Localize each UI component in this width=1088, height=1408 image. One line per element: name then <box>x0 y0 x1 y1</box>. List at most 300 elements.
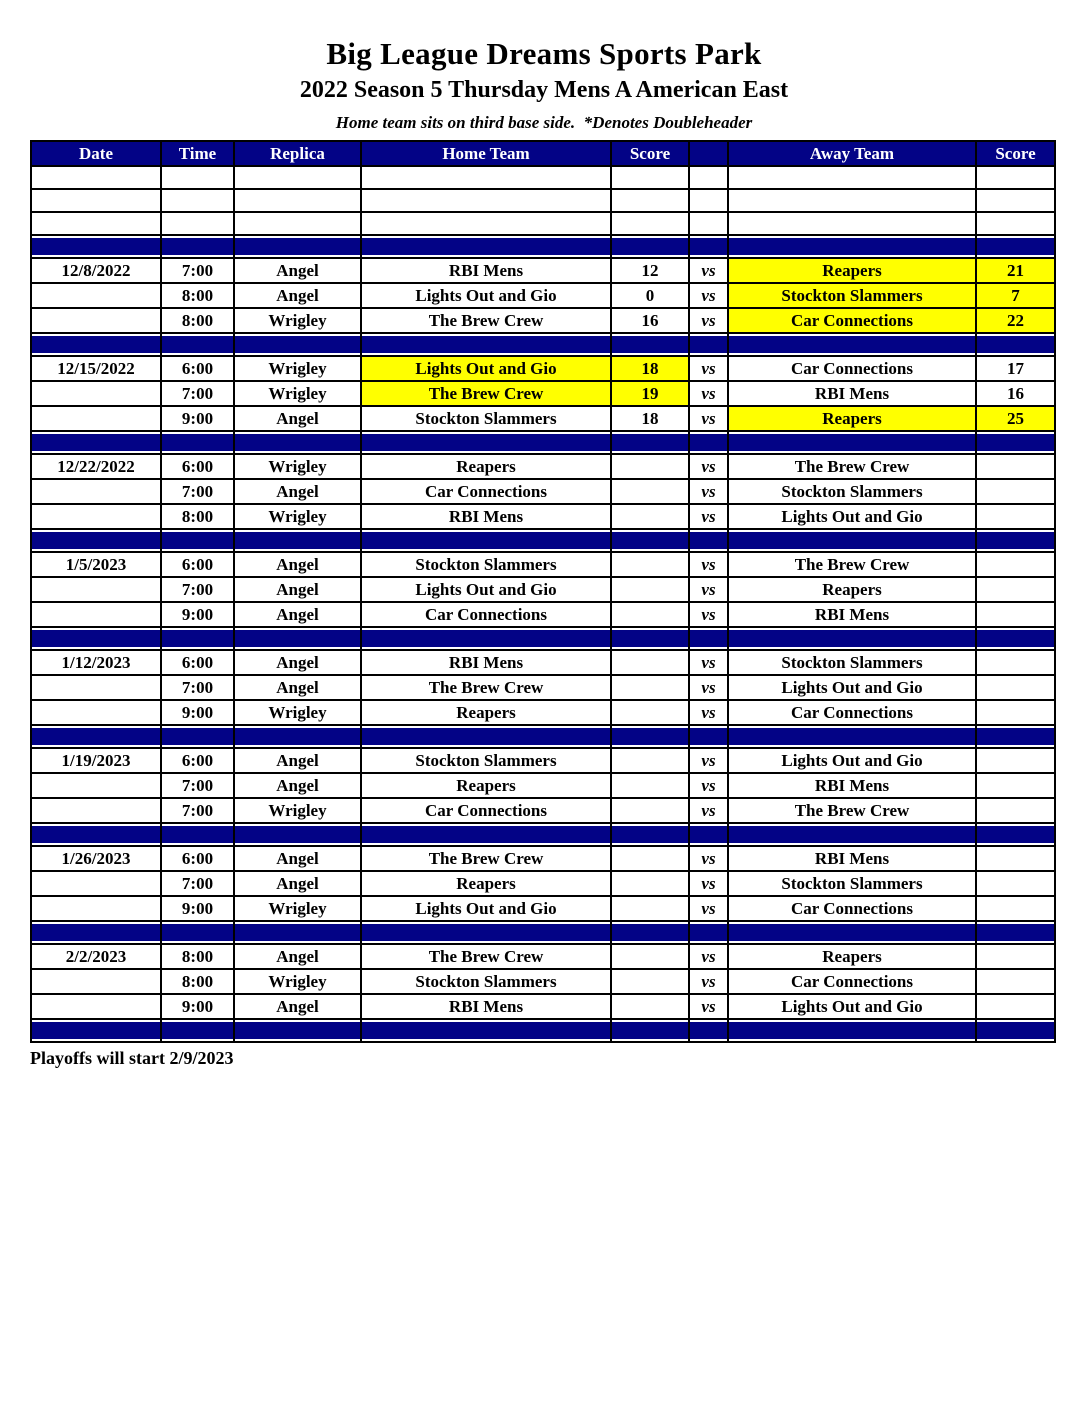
home-team-cell: RBI Mens <box>361 650 611 675</box>
home-team-cell: Lights Out and Gio <box>361 283 611 308</box>
game-row <box>31 700 1055 725</box>
home-score-cell <box>611 602 689 627</box>
home-team-cell: RBI Mens <box>361 504 611 529</box>
away-score-cell <box>976 748 1055 773</box>
replica-cell: Angel <box>234 406 361 431</box>
replica-cell: Angel <box>234 602 361 627</box>
away-score-cell <box>976 846 1055 871</box>
home-score-cell: 12 <box>611 258 689 283</box>
away-score-cell: 7 <box>976 283 1055 308</box>
home-team-cell: RBI Mens <box>361 994 611 1019</box>
away-team-cell: Car Connections <box>728 308 976 333</box>
time-cell: 7:00 <box>161 258 234 283</box>
separator-cell <box>611 627 689 650</box>
separator-cell <box>728 431 976 454</box>
vs-cell: vs <box>689 748 728 773</box>
separator-cell <box>234 823 361 846</box>
vs-cell: vs <box>689 602 728 627</box>
empty-row <box>31 166 1055 189</box>
page-subtitle: 2022 Season 5 Thursday Mens A American East <box>299 77 789 103</box>
away-score-cell <box>976 454 1055 479</box>
separator-cell <box>361 627 611 650</box>
empty-cell <box>728 189 976 212</box>
separator-cell <box>361 823 611 846</box>
vs-cell: vs <box>689 504 728 529</box>
home-score-cell <box>611 773 689 798</box>
replica-cell: Angel <box>234 283 361 308</box>
game-row <box>31 994 1055 1019</box>
away-score-cell <box>976 773 1055 798</box>
home-team-cell: Stockton Slammers <box>361 406 611 431</box>
separator-row <box>31 431 1055 454</box>
date-cell <box>31 871 161 896</box>
vs-cell: vs <box>689 896 728 921</box>
away-team-cell: The Brew Crew <box>728 454 976 479</box>
separator-cell <box>234 235 361 258</box>
away-score-cell <box>976 896 1055 921</box>
date-cell: 12/22/2022 <box>31 454 161 479</box>
game-row <box>31 650 1055 675</box>
column-header: Away Team <box>728 141 976 166</box>
away-score-cell: 17 <box>976 356 1055 381</box>
empty-cell <box>689 166 728 189</box>
away-score-cell <box>976 798 1055 823</box>
away-team-cell: Stockton Slammers <box>728 871 976 896</box>
time-cell: 7:00 <box>161 381 234 406</box>
vs-cell: vs <box>689 700 728 725</box>
time-cell: 6:00 <box>161 454 234 479</box>
vs-cell: vs <box>689 454 728 479</box>
separator-cell <box>31 529 161 552</box>
vs-cell: vs <box>689 356 728 381</box>
vs-cell: vs <box>689 308 728 333</box>
home-score-cell <box>611 846 689 871</box>
away-team-cell: Stockton Slammers <box>728 479 976 504</box>
date-cell <box>31 577 161 602</box>
home-team-cell: RBI Mens <box>361 258 611 283</box>
separator-cell <box>976 333 1055 356</box>
separator-cell <box>976 725 1055 748</box>
empty-cell <box>234 189 361 212</box>
separator-cell <box>611 823 689 846</box>
separator-cell <box>689 921 728 944</box>
away-score-cell <box>976 944 1055 969</box>
away-team-cell: RBI Mens <box>728 846 976 871</box>
separator-cell <box>31 823 161 846</box>
separator-cell <box>234 921 361 944</box>
vs-cell: vs <box>689 969 728 994</box>
separator-cell <box>976 823 1055 846</box>
date-cell <box>31 969 161 994</box>
vs-cell: vs <box>689 994 728 1019</box>
empty-cell <box>161 212 234 235</box>
vs-cell: vs <box>689 577 728 602</box>
separator-cell <box>728 823 976 846</box>
separator-cell <box>976 235 1055 258</box>
time-cell: 7:00 <box>161 871 234 896</box>
vs-cell: vs <box>689 798 728 823</box>
column-header: Time <box>161 141 234 166</box>
replica-cell: Wrigley <box>234 896 361 921</box>
separator-cell <box>161 1019 234 1042</box>
vs-cell: vs <box>689 650 728 675</box>
game-row <box>31 798 1055 823</box>
time-cell: 8:00 <box>161 944 234 969</box>
empty-cell <box>728 212 976 235</box>
separator-cell <box>31 627 161 650</box>
separator-cell <box>161 333 234 356</box>
table-body <box>31 166 1055 1042</box>
time-cell: 9:00 <box>161 406 234 431</box>
separator-cell <box>161 921 234 944</box>
home-score-cell <box>611 700 689 725</box>
separator-cell <box>611 921 689 944</box>
replica-cell: Angel <box>234 479 361 504</box>
separator-cell <box>976 627 1055 650</box>
time-cell: 7:00 <box>161 798 234 823</box>
home-score-cell <box>611 798 689 823</box>
away-team-cell: Stockton Slammers <box>728 650 976 675</box>
home-score-cell <box>611 479 689 504</box>
replica-cell: Wrigley <box>234 798 361 823</box>
time-cell: 9:00 <box>161 602 234 627</box>
separator-cell <box>976 431 1055 454</box>
away-team-cell: Lights Out and Gio <box>728 994 976 1019</box>
date-cell: 1/12/2023 <box>31 650 161 675</box>
time-cell: 8:00 <box>161 283 234 308</box>
home-team-cell: The Brew Crew <box>361 944 611 969</box>
empty-cell <box>728 166 976 189</box>
away-team-cell: Reapers <box>728 258 976 283</box>
away-score-cell <box>976 675 1055 700</box>
separator-row <box>31 921 1055 944</box>
date-cell <box>31 504 161 529</box>
separator-cell <box>611 333 689 356</box>
date-cell <box>31 896 161 921</box>
date-cell <box>31 700 161 725</box>
replica-cell: Wrigley <box>234 969 361 994</box>
separator-cell <box>728 529 976 552</box>
time-cell: 8:00 <box>161 969 234 994</box>
vs-cell: vs <box>689 381 728 406</box>
separator-row <box>31 627 1055 650</box>
vs-cell: vs <box>689 773 728 798</box>
replica-cell: Angel <box>234 994 361 1019</box>
separator-cell <box>161 823 234 846</box>
separator-cell <box>31 235 161 258</box>
away-score-cell <box>976 577 1055 602</box>
home-team-cell: Reapers <box>361 700 611 725</box>
time-cell: 6:00 <box>161 748 234 773</box>
empty-cell <box>234 166 361 189</box>
home-score-cell: 16 <box>611 308 689 333</box>
empty-cell <box>689 189 728 212</box>
away-team-cell: Car Connections <box>728 969 976 994</box>
home-score-cell <box>611 896 689 921</box>
game-row <box>31 675 1055 700</box>
home-team-cell: Stockton Slammers <box>361 969 611 994</box>
away-score-cell <box>976 700 1055 725</box>
separator-cell <box>361 333 611 356</box>
separator-cell <box>234 1019 361 1042</box>
separator-cell <box>689 431 728 454</box>
vs-cell: vs <box>689 479 728 504</box>
away-team-cell: Lights Out and Gio <box>728 748 976 773</box>
empty-cell <box>611 189 689 212</box>
away-team-cell: Car Connections <box>728 700 976 725</box>
game-row <box>31 871 1055 896</box>
replica-cell: Wrigley <box>234 308 361 333</box>
separator-cell <box>234 627 361 650</box>
home-team-cell: Reapers <box>361 871 611 896</box>
separator-cell <box>611 235 689 258</box>
column-header: Home Team <box>361 141 611 166</box>
time-cell: 9:00 <box>161 896 234 921</box>
date-cell: 12/8/2022 <box>31 258 161 283</box>
date-cell <box>31 773 161 798</box>
empty-row <box>31 212 1055 235</box>
separator-cell <box>234 725 361 748</box>
home-team-cell: Car Connections <box>361 479 611 504</box>
replica-cell: Angel <box>234 577 361 602</box>
vs-cell: vs <box>689 406 728 431</box>
away-team-cell: Lights Out and Gio <box>728 504 976 529</box>
separator-cell <box>361 725 611 748</box>
date-cell: 2/2/2023 <box>31 944 161 969</box>
home-score-cell <box>611 577 689 602</box>
column-header: Replica <box>234 141 361 166</box>
time-cell: 9:00 <box>161 994 234 1019</box>
separator-cell <box>31 431 161 454</box>
away-team-cell: Car Connections <box>728 356 976 381</box>
home-team-cell: Reapers <box>361 773 611 798</box>
time-cell: 8:00 <box>161 308 234 333</box>
home-score-cell <box>611 552 689 577</box>
empty-cell <box>31 166 161 189</box>
table-header <box>31 141 1055 166</box>
away-team-cell: Reapers <box>728 406 976 431</box>
away-score-cell <box>976 994 1055 1019</box>
away-score-cell <box>976 504 1055 529</box>
away-score-cell <box>976 969 1055 994</box>
separator-cell <box>31 1019 161 1042</box>
separator-cell <box>689 1019 728 1042</box>
away-team-cell: Reapers <box>728 577 976 602</box>
replica-cell: Angel <box>234 846 361 871</box>
game-row <box>31 896 1055 921</box>
separator-cell <box>728 333 976 356</box>
away-score-cell <box>976 602 1055 627</box>
home-score-cell <box>611 871 689 896</box>
empty-cell <box>361 189 611 212</box>
game-row <box>31 944 1055 969</box>
away-team-cell: Car Connections <box>728 896 976 921</box>
date-cell <box>31 798 161 823</box>
away-score-cell: 25 <box>976 406 1055 431</box>
away-score-cell: 22 <box>976 308 1055 333</box>
home-team-cell: The Brew Crew <box>361 308 611 333</box>
separator-cell <box>234 333 361 356</box>
time-cell: 9:00 <box>161 700 234 725</box>
away-score-cell <box>976 650 1055 675</box>
game-row <box>31 846 1055 871</box>
away-team-cell: The Brew Crew <box>728 552 976 577</box>
home-score-cell <box>611 748 689 773</box>
playoffs-note: Playoffs will start 2/9/2023 <box>30 1048 234 1068</box>
page-note: Home team sits on third base side. *Denotes Doubleheader <box>335 113 753 132</box>
separator-row <box>31 823 1055 846</box>
vs-cell: vs <box>689 675 728 700</box>
replica-cell: Wrigley <box>234 504 361 529</box>
empty-cell <box>976 189 1055 212</box>
separator-row <box>31 235 1055 258</box>
empty-row <box>31 189 1055 212</box>
home-team-cell: The Brew Crew <box>361 675 611 700</box>
replica-cell: Wrigley <box>234 454 361 479</box>
vs-cell: vs <box>689 846 728 871</box>
home-score-cell: 19 <box>611 381 689 406</box>
game-row <box>31 504 1055 529</box>
away-team-cell: Lights Out and Gio <box>728 675 976 700</box>
page-title: Big League Dreams Sports Park <box>326 36 762 71</box>
header-row <box>31 141 1055 166</box>
replica-cell: Wrigley <box>234 700 361 725</box>
date-cell: 1/26/2023 <box>31 846 161 871</box>
date-cell <box>31 308 161 333</box>
date-cell <box>31 479 161 504</box>
separator-cell <box>234 431 361 454</box>
away-team-cell: Stockton Slammers <box>728 283 976 308</box>
date-cell <box>31 381 161 406</box>
separator-cell <box>161 627 234 650</box>
date-cell <box>31 675 161 700</box>
home-team-cell: Stockton Slammers <box>361 552 611 577</box>
game-row <box>31 552 1055 577</box>
game-row <box>31 577 1055 602</box>
away-team-cell: RBI Mens <box>728 602 976 627</box>
game-row <box>31 406 1055 431</box>
separator-cell <box>976 529 1055 552</box>
home-score-cell <box>611 994 689 1019</box>
separator-row <box>31 333 1055 356</box>
empty-cell <box>611 166 689 189</box>
replica-cell: Angel <box>234 258 361 283</box>
game-row <box>31 773 1055 798</box>
home-score-cell: 18 <box>611 406 689 431</box>
time-cell: 8:00 <box>161 504 234 529</box>
replica-cell: Angel <box>234 552 361 577</box>
game-row <box>31 381 1055 406</box>
separator-cell <box>689 235 728 258</box>
separator-cell <box>31 333 161 356</box>
empty-cell <box>31 212 161 235</box>
home-score-cell <box>611 944 689 969</box>
separator-cell <box>689 529 728 552</box>
date-cell <box>31 283 161 308</box>
vs-cell: vs <box>689 871 728 896</box>
separator-cell <box>361 431 611 454</box>
time-cell: 6:00 <box>161 356 234 381</box>
separator-cell <box>234 529 361 552</box>
empty-cell <box>611 212 689 235</box>
separator-cell <box>611 1019 689 1042</box>
away-score-cell <box>976 552 1055 577</box>
home-team-cell: The Brew Crew <box>361 381 611 406</box>
empty-cell <box>31 189 161 212</box>
away-team-cell: RBI Mens <box>728 381 976 406</box>
empty-cell <box>361 212 611 235</box>
separator-cell <box>689 725 728 748</box>
home-team-cell: Car Connections <box>361 602 611 627</box>
column-header: Score <box>611 141 689 166</box>
time-cell: 6:00 <box>161 650 234 675</box>
home-score-cell: 0 <box>611 283 689 308</box>
separator-cell <box>161 431 234 454</box>
separator-cell <box>611 431 689 454</box>
game-row <box>31 258 1055 283</box>
date-cell <box>31 602 161 627</box>
vs-cell: vs <box>689 258 728 283</box>
home-team-cell: Lights Out and Gio <box>361 577 611 602</box>
separator-cell <box>161 725 234 748</box>
separator-cell <box>689 333 728 356</box>
separator-cell <box>31 921 161 944</box>
separator-cell <box>611 529 689 552</box>
separator-cell <box>611 725 689 748</box>
separator-cell <box>728 921 976 944</box>
separator-cell <box>728 1019 976 1042</box>
vs-cell: vs <box>689 552 728 577</box>
schedule-table <box>30 140 1056 1043</box>
home-team-cell: Car Connections <box>361 798 611 823</box>
empty-cell <box>689 212 728 235</box>
empty-cell <box>361 166 611 189</box>
separator-cell <box>976 921 1055 944</box>
home-score-cell <box>611 454 689 479</box>
empty-cell <box>234 212 361 235</box>
home-team-cell: Reapers <box>361 454 611 479</box>
vs-cell: vs <box>689 283 728 308</box>
game-row <box>31 356 1055 381</box>
replica-cell: Angel <box>234 773 361 798</box>
date-cell <box>31 406 161 431</box>
time-cell: 6:00 <box>161 552 234 577</box>
away-team-cell: RBI Mens <box>728 773 976 798</box>
column-header: Score <box>976 141 1055 166</box>
home-score-cell <box>611 504 689 529</box>
separator-row <box>31 529 1055 552</box>
date-cell <box>31 994 161 1019</box>
home-score-cell <box>611 675 689 700</box>
home-team-cell: Lights Out and Gio <box>361 896 611 921</box>
separator-cell <box>361 235 611 258</box>
time-cell: 7:00 <box>161 577 234 602</box>
away-team-cell: Reapers <box>728 944 976 969</box>
game-row <box>31 748 1055 773</box>
column-header <box>689 141 728 166</box>
game-row <box>31 454 1055 479</box>
separator-cell <box>161 529 234 552</box>
date-cell: 1/5/2023 <box>31 552 161 577</box>
separator-cell <box>728 235 976 258</box>
time-cell: 6:00 <box>161 846 234 871</box>
game-row <box>31 308 1055 333</box>
separator-cell <box>161 235 234 258</box>
empty-cell <box>976 212 1055 235</box>
separator-cell <box>689 823 728 846</box>
time-cell: 7:00 <box>161 675 234 700</box>
separator-row <box>31 725 1055 748</box>
